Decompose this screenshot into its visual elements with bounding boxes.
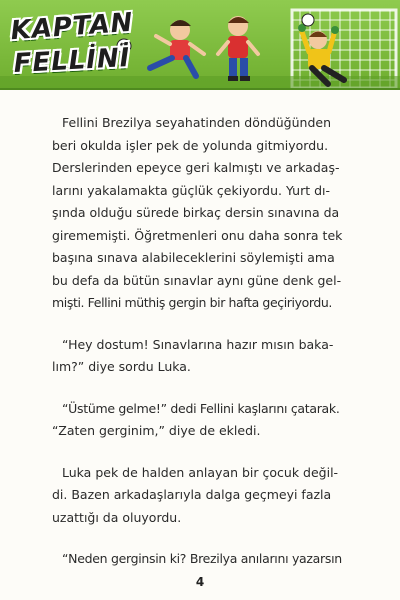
text-line: “Neden gerginsin ki? Brezilya anılarını yazarsın	[62, 551, 342, 566]
paragraph-3	[52, 398, 358, 443]
text-line: mişti. Fellini müthiş gergin bir hafta geçiriyordu.	[52, 295, 332, 310]
text-line: di. Bazen arkadaşlarıyla dalga geçmeyi fazla	[52, 487, 332, 502]
header-banner	[0, 0, 400, 90]
page-text	[52, 112, 358, 590]
paragraph-1	[52, 112, 358, 315]
text-line: “Üstüme gelme!” dedi Fellini kaşlarını çatarak.	[62, 400, 340, 416]
book-logo	[6, 8, 138, 82]
text-line: Derslerinden epeyce geri kalmıştı ve arkadaş-	[52, 160, 340, 175]
book-page	[0, 90, 400, 600]
text-line: şında olduğu sürede birkaç dersin sınavına da	[52, 205, 340, 220]
text-line: Luka pek de halden anlayan bir çocuk değil-	[62, 464, 339, 480]
text-line: uzattığı da oluyordu.	[52, 509, 182, 525]
text-line: lım?” diye sordu Luka.	[52, 359, 191, 374]
text-line: başına sınava alabileceklerini söylemişti ama	[52, 250, 335, 265]
text-line: “Zaten gerginim,” diye de ekledi.	[52, 423, 261, 438]
text-line: beri okulda işler pek de yolunda gitmiyordu.	[52, 137, 329, 153]
page-number: 4	[195, 575, 205, 589]
logo-line-2: FELLİNİ	[12, 42, 132, 80]
logo-line-1: KAPTAN	[9, 7, 135, 47]
paragraph-4	[52, 462, 358, 530]
text-line: girememişti. Öğretmenleri onu daha sonra tek	[52, 227, 343, 243]
text-line: larını yakalamakta güçlük çekiyordu. Yurt dı-	[52, 182, 331, 198]
paragraph-2	[52, 334, 358, 379]
paragraph-5	[52, 548, 358, 571]
text-line: “Hey dostum! Sınavlarına hazır mısın baka-	[62, 336, 334, 352]
text-line: Fellini Brezilya seyahatinden döndüğünden	[62, 115, 332, 130]
player-standing	[218, 16, 258, 81]
text-line: bu defa da bütün sınavlar aynı güne denk gel-	[52, 272, 342, 288]
goalkeeper	[298, 14, 344, 84]
